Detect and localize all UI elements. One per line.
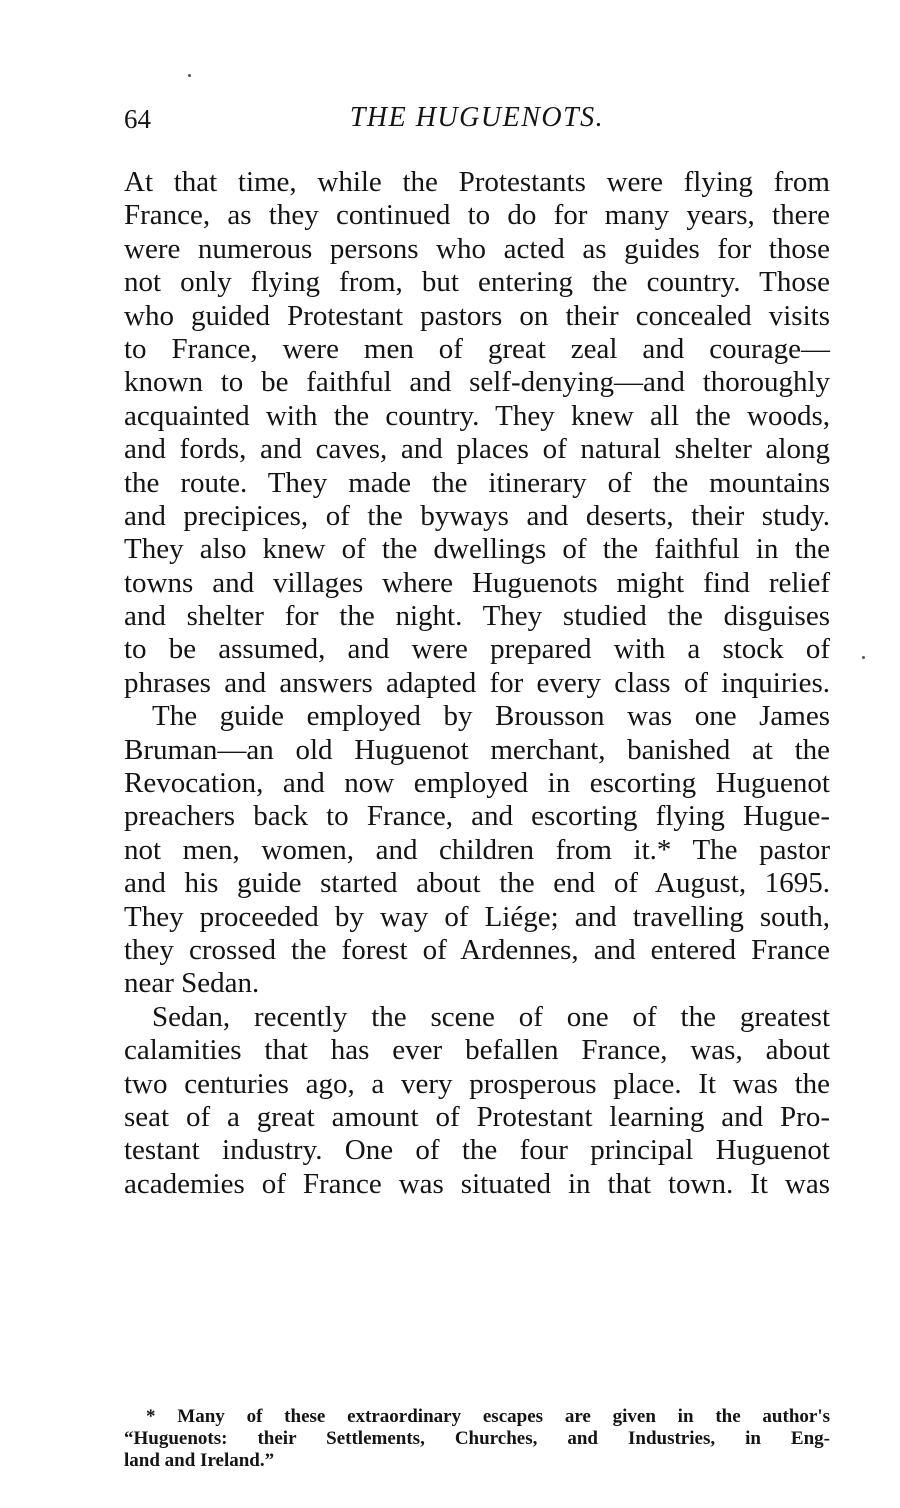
text-line: Sedan, recently the scene of one of the greatest bbox=[152, 1000, 830, 1033]
text-line: calamities that has ever befallen France, was, about bbox=[124, 1034, 830, 1067]
page-number: 64 bbox=[124, 104, 151, 134]
paragraph bbox=[124, 700, 830, 1001]
text-line: the route. They made the itinerary of the mountains bbox=[124, 466, 830, 499]
body-text bbox=[124, 166, 830, 1201]
paragraph bbox=[124, 166, 830, 700]
page-header bbox=[124, 102, 830, 146]
text-line: preachers back to France, and escorting flying Hugue- bbox=[124, 800, 830, 833]
ink-speck bbox=[188, 74, 191, 77]
running-head: THE HUGUENOTS. bbox=[349, 102, 605, 133]
text-line: testant industry. One of the four principal Huguenot bbox=[124, 1134, 830, 1167]
text-line: not only flying from, but entering the country. Those bbox=[124, 266, 830, 299]
footnote bbox=[124, 1406, 830, 1472]
footnote-line: * Many of these extraordinary escapes are given in the author's bbox=[146, 1406, 830, 1427]
text-line: academies of France was situated in that town. It was bbox=[124, 1167, 830, 1200]
text-line: and his guide started about the end of August, 1695. bbox=[124, 867, 830, 900]
text-line: they crossed the forest of Ardennes, and entered France bbox=[124, 933, 830, 966]
text-line: France, as they continued to do for many years, there bbox=[124, 199, 830, 232]
footnote-line: “Huguenots: their Settlements, Churches, and Industries, in Eng- bbox=[124, 1428, 830, 1449]
text-line: not men, women, and children from it.* The pastor bbox=[124, 833, 830, 866]
text-line: and shelter for the night. They studied the disguises bbox=[124, 600, 830, 633]
text-line: They proceeded by way of Liége; and travelling south, bbox=[124, 900, 830, 933]
text-line: Revocation, and now employed in escorting Huguenot bbox=[124, 767, 830, 800]
text-line: At that time, while the Protestants were flying from bbox=[124, 166, 830, 198]
text-line: seat of a great amount of Protestant learning and Pro- bbox=[124, 1100, 830, 1133]
text-line: towns and villages where Huguenots might find relief bbox=[124, 566, 830, 599]
text-line: near Sedan. bbox=[124, 967, 260, 1000]
text-line: acquainted with the country. They knew all the woods, bbox=[124, 399, 830, 432]
text-line: and fords, and caves, and places of natural shelter along bbox=[124, 433, 830, 466]
text-line: known to be faithful and self-denying—and thoroughly bbox=[124, 366, 830, 399]
paragraph bbox=[124, 1001, 830, 1201]
text-line: were numerous persons who acted as guides for those bbox=[124, 232, 830, 265]
ink-speck bbox=[862, 656, 865, 659]
text-line: who guided Protestant pastors on their concealed visits bbox=[124, 299, 830, 332]
text-line: two centuries ago, a very prosperous place. It was the bbox=[124, 1067, 830, 1100]
text-line: phrases and answers adapted for every class of inquiries. bbox=[124, 666, 830, 699]
text-line: They also knew of the dwellings of the faithful in the bbox=[124, 533, 830, 566]
text-line: and precipices, of the byways and deserts, their study. bbox=[124, 499, 830, 532]
text-line: to France, were men of great zeal and courage— bbox=[124, 332, 830, 365]
text-line: The guide employed by Brousson was one James bbox=[152, 700, 830, 733]
text-line: to be assumed, and were prepared with a stock of bbox=[124, 633, 830, 666]
text-line: Bruman—an old Huguenot merchant, banished at the bbox=[124, 733, 830, 766]
footnote-line: land and Ireland.” bbox=[124, 1450, 275, 1471]
